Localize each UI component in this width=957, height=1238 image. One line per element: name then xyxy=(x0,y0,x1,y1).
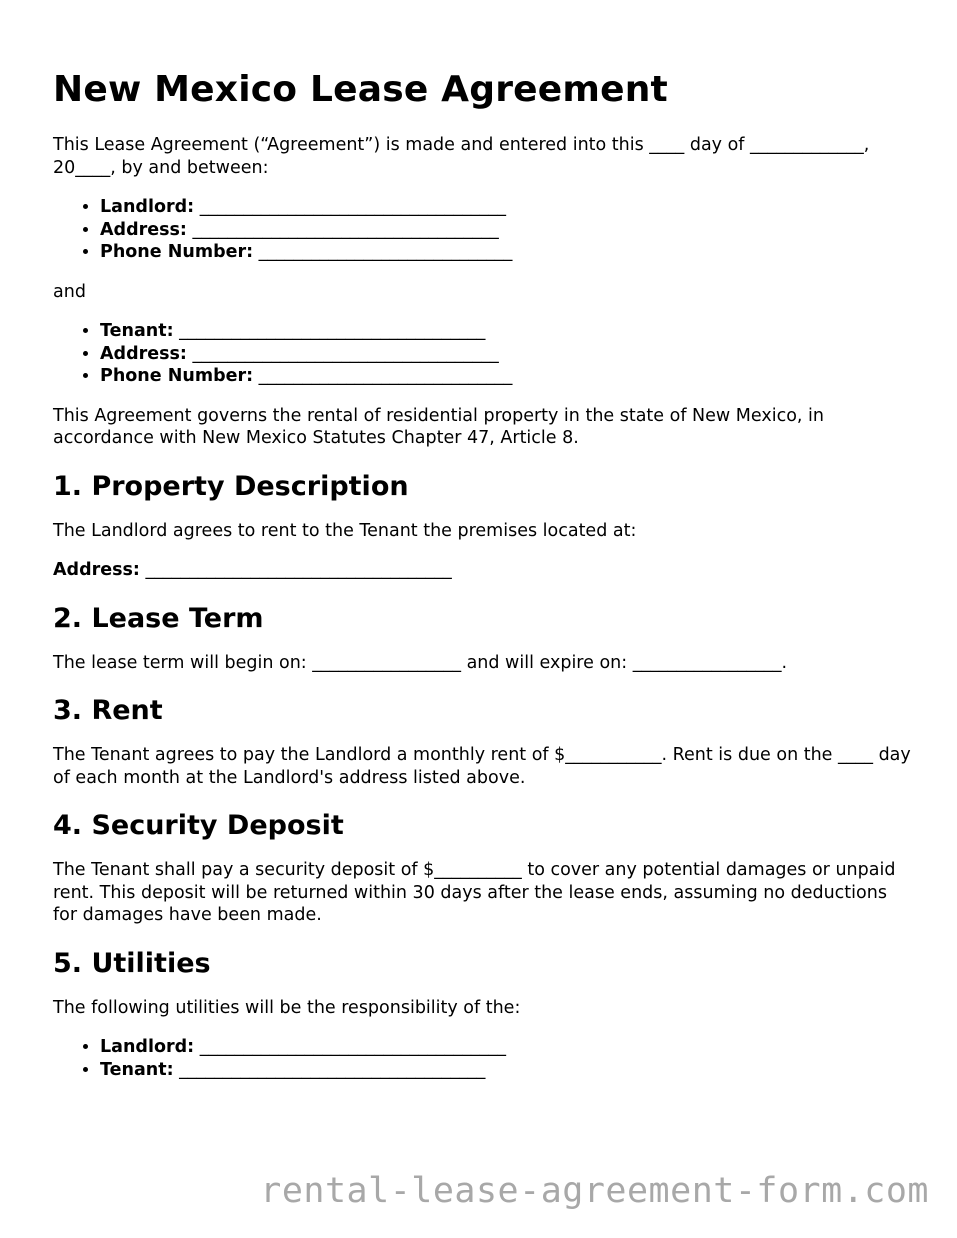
field-blank: _____________________________ xyxy=(258,242,513,262)
rent-paragraph: The Tenant agrees to pay the Landlord a monthly rent of $___________. Rent is due on the ____ day of each month at the Landlord's address listed above. xyxy=(53,745,911,788)
list-item xyxy=(100,343,913,366)
term-paragraph: The lease term will begin on: _________________ and will expire on: _________________. xyxy=(53,652,788,673)
section-heading-rent: 3. Rent xyxy=(53,695,163,726)
utilities-paragraph: The following utilities will be the responsibility of the: xyxy=(53,997,521,1018)
utilities-list xyxy=(53,1036,913,1081)
field-blank: ___________________________________ xyxy=(192,219,499,240)
property-address-line xyxy=(53,559,913,582)
field-label: Landlord: xyxy=(100,1037,195,1057)
section-heading-property: 1. Property Description xyxy=(53,470,409,502)
and-text: and xyxy=(53,281,86,302)
list-item xyxy=(100,1036,913,1059)
governs-paragraph: This Agreement governs the rental of residential property in the state of New Mexico, in accordance with New Mexico Statutes Chapter 47, Article 8. xyxy=(53,405,824,448)
tenant-info-list xyxy=(53,320,913,388)
field-blank: ___________________________________ xyxy=(145,560,452,580)
field-label: Phone Number: xyxy=(100,366,254,386)
list-item xyxy=(100,365,913,388)
field-label: Address: xyxy=(53,560,140,580)
section-heading-term: 2. Lease Term xyxy=(53,602,264,634)
field-label: Tenant: xyxy=(100,321,174,341)
page-title: New Mexico Lease Agreement xyxy=(53,69,668,110)
field-blank: ___________________________________ xyxy=(199,197,506,217)
property-paragraph: The Landlord agrees to rent to the Tenant the premises located at: xyxy=(53,520,637,541)
section-heading-deposit: 4. Security Deposit xyxy=(53,810,344,841)
section-heading-utilities: 5. Utilities xyxy=(53,947,211,979)
document xyxy=(53,68,913,1098)
deposit-paragraph: The Tenant shall pay a security deposit of $__________ to cover any potential damages or unpaid rent. This deposit will be returned within 30 days after the lease ends, assuming no deductions for damages have been made. xyxy=(53,860,896,925)
field-blank: ___________________________________ xyxy=(179,1059,486,1080)
field-label: Address: xyxy=(100,219,187,240)
field-label: Landlord: xyxy=(100,197,195,217)
field-label: Phone Number: xyxy=(100,242,254,262)
field-blank: ___________________________________ xyxy=(199,1037,506,1057)
field-label: Tenant: xyxy=(100,1059,174,1080)
field-blank: _____________________________ xyxy=(258,366,513,386)
list-item xyxy=(100,241,913,264)
field-blank: ___________________________________ xyxy=(192,343,499,364)
intro-paragraph: This Lease Agreement (“Agreement”) is made and entered into this ____ day of _____________, 20____, by and between: xyxy=(53,135,870,178)
landlord-info-list xyxy=(53,196,913,264)
watermark: rental-lease-agreement-form.com xyxy=(260,1171,929,1211)
list-item xyxy=(100,1059,913,1082)
field-blank: ___________________________________ xyxy=(179,321,486,341)
field-label: Address: xyxy=(100,343,187,364)
list-item xyxy=(100,196,913,219)
list-item xyxy=(100,219,913,242)
list-item xyxy=(100,320,913,343)
